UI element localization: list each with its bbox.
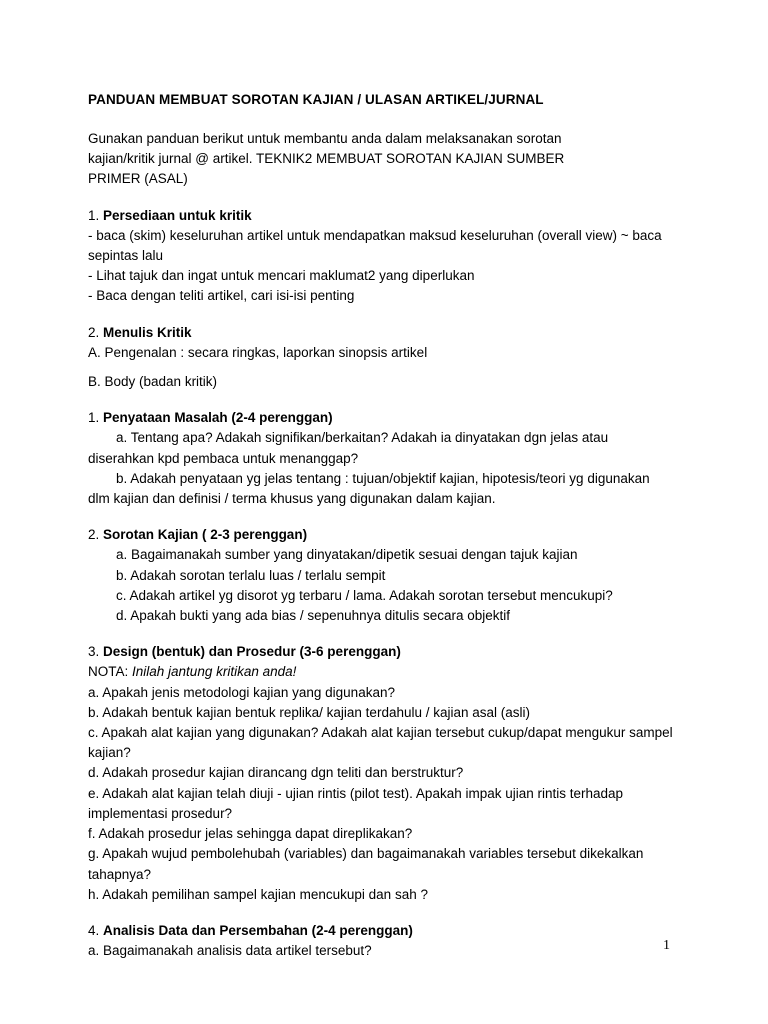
heading-label: Penyataan Masalah (2-4 perenggan) xyxy=(103,410,333,426)
intro-line-3: PRIMER (ASAL) xyxy=(88,171,188,187)
heading-label: Analisis Data dan Persembahan (2-4 perenggan) xyxy=(103,922,413,938)
heading-design-prosedur xyxy=(88,642,674,662)
heading-number: 1. xyxy=(88,207,100,223)
nota-line xyxy=(88,662,674,682)
list-item: d. Apakah bukti yang ada bias / sepenuhnya ditulis secara objektif xyxy=(116,608,511,624)
list-item: c. Apakah alat kajian yang digunakan? Adakah alat kajian tersebut cukup/dapat mengukur sampel kajian? xyxy=(88,725,673,761)
list-item: d. Adakah prosedur kajian dirancang dgn teliti dan berstruktur? xyxy=(88,765,464,781)
heading-number: 2. xyxy=(88,527,100,543)
list-item: a. Bagaimanakah analisis data artikel tersebut? xyxy=(88,943,372,959)
spacer xyxy=(88,392,674,408)
heading-label: Design (bentuk) dan Prosedur (3-6 perenggan) xyxy=(103,644,401,660)
list-item-a: A. Pengenalan : secara ringkas, laporkan sinopsis artikel xyxy=(88,344,428,360)
spacer xyxy=(88,905,674,921)
list-item-b: B. Body (badan kritik) xyxy=(88,374,218,390)
spacer xyxy=(88,363,674,372)
list-item: c. Adakah artikel yg disorot yg terbaru / lama. Adakah sorotan tersebut mencukupi? xyxy=(116,587,613,603)
list-item: - Lihat tajuk dan ingat untuk mencari maklumat2 yang diperlukan xyxy=(88,268,475,284)
spacer xyxy=(88,626,674,642)
list-item: a. Bagaimanakah sumber yang dinyatakan/dipetik sesuai dengan tajuk kajian xyxy=(116,547,578,563)
nota-text: Inilah jantung kritikan anda! xyxy=(132,664,297,680)
spacer xyxy=(88,509,674,525)
intro-line-1: Gunakan panduan berikut untuk membantu anda dalam melaksanakan sorotan xyxy=(88,131,562,146)
spacer xyxy=(88,307,674,323)
intro-line-2: kajian/kritik jurnal @ artikel. TEKNIK2 MEMBUAT SOROTAN KAJIAN SUMBER xyxy=(88,151,565,167)
nota-label: NOTA: xyxy=(88,664,129,680)
list-item: g. Apakah wujud pembolehubah (variables) dan bagaimanakah variables tersebut dikekalkan tahapnya? xyxy=(88,846,644,882)
heading-label: Sorotan Kajian ( 2-3 perenggan) xyxy=(103,527,308,543)
list-item: - Baca dengan teliti artikel, cari isi-isi penting xyxy=(88,288,355,304)
heading-menulis-kritik xyxy=(88,323,674,343)
heading-analisis-data xyxy=(88,921,674,941)
heading-number: 1. xyxy=(88,410,100,426)
list-item: b. Adakah penyataan yg jelas tentang : tujuan/objektif kajian, hipotesis/teori yg digunakan dlm kajian dan definisi / terma khusus yang digunakan dalam kajian. xyxy=(88,470,650,507)
list-item: a. Apakah jenis metodologi kajian yang digunakan? xyxy=(88,684,395,700)
intro-paragraph xyxy=(88,129,674,190)
heading-number: 3. xyxy=(88,644,100,660)
list-item: e. Adakah alat kajian telah diuji - ujian rintis (pilot test). Apakah impak ujian rintis terhadap implementasi prosedur? xyxy=(88,785,624,821)
list-item: - baca (skim) keseluruhan artikel untuk mendapatkan maksud keseluruhan (overall view) ~ baca sepintas lalu xyxy=(88,227,662,264)
spacer xyxy=(88,109,674,129)
list-item: b. Adakah sorotan terlalu luas / terlalu sempit xyxy=(116,567,386,583)
heading-label: Menulis Kritik xyxy=(103,324,192,340)
heading-penyataan-masalah xyxy=(88,408,674,428)
list-item: b. Adakah bentuk kajian bentuk replika/ kajian terdahulu / kajian asal (asli) xyxy=(88,704,531,720)
list-item: h. Adakah pemilihan sampel kajian mencukupi dan sah ? xyxy=(88,886,428,902)
spacer xyxy=(88,190,674,206)
heading-label: Persediaan untuk kritik xyxy=(103,207,252,223)
page-number: 1 xyxy=(663,938,670,953)
list-item: a. Tentang apa? Adakah signifikan/berkaitan? Adakah ia dinyatakan dgn jelas atau diserahkan kpd pembaca untuk menanggap? xyxy=(88,430,609,466)
heading-number: 4. xyxy=(88,922,100,938)
heading-number: 2. xyxy=(88,324,100,340)
heading-sorotan-kajian xyxy=(88,525,674,545)
page-title: PANDUAN MEMBUAT SOROTAN KAJIAN / ULASAN ARTIKEL/JURNAL xyxy=(88,92,544,107)
heading-persediaan xyxy=(88,206,674,226)
document-body xyxy=(88,90,674,961)
list-item: f. Adakah prosedur jelas sehingga dapat direplikakan? xyxy=(88,826,413,842)
